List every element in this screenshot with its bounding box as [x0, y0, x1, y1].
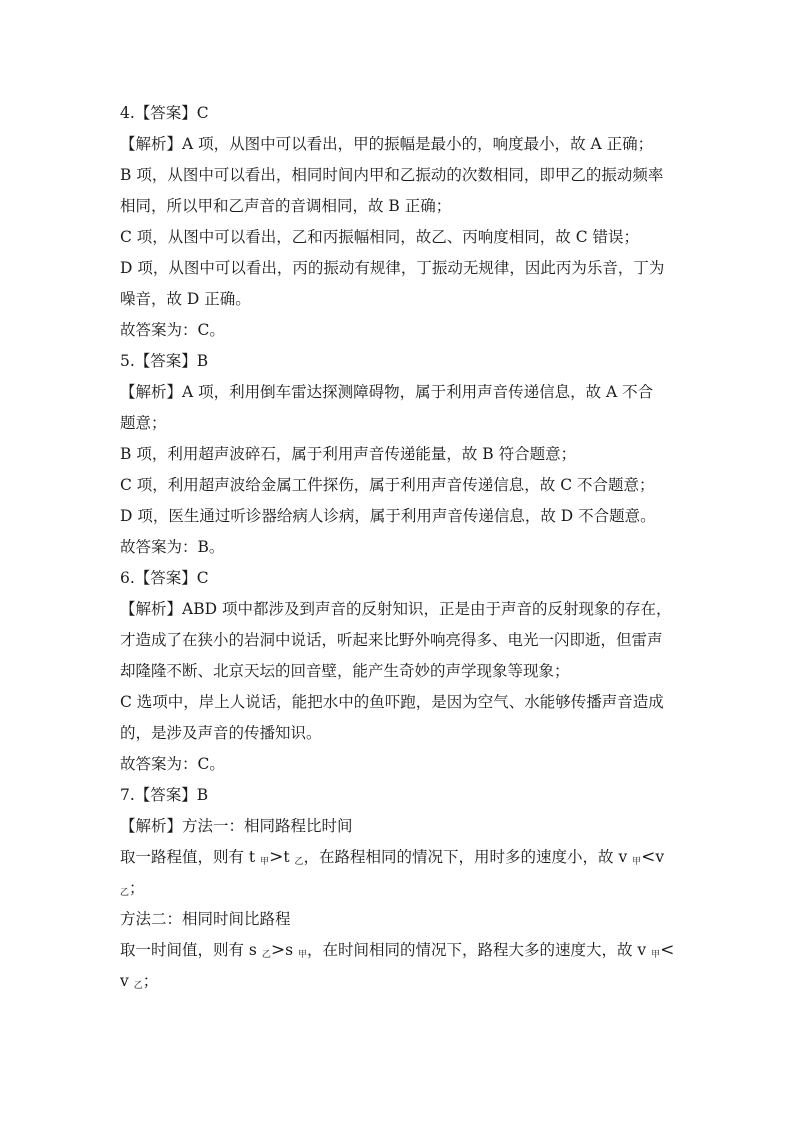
formula-text: 取一时间值，则有 s: [120, 941, 262, 959]
text-line: 【解析】ABD 项中都涉及到声音的反射知识，正是由于声音的反射现象的存在，: [120, 600, 672, 618]
formula-line-time-wrap: [120, 873, 680, 904]
text-line: D 项，从图中可以看出，丙的振动有规律，丁振动无规律，因此丙为乐音，丁为: [120, 259, 665, 277]
subscript: 乙: [133, 981, 143, 991]
formula-text: v: [120, 972, 134, 990]
text-line: C 选项中，岸上人说话，能把水中的鱼吓跑，是因为空气、水能够传播声音造成: [120, 693, 664, 711]
subscript: 乙: [120, 888, 130, 898]
text-line: 噪音，故 D 正确。: [120, 290, 251, 308]
formula-line-distance: [120, 935, 680, 966]
subscript: 甲: [651, 950, 661, 960]
text-line: 7.【答案】B: [120, 786, 209, 804]
formula-line-distance-wrap: [120, 966, 680, 997]
text-line: B 项，从图中可以看出，相同时间内甲和乙振动的次数相同，即甲乙的振动频率: [120, 166, 664, 184]
text-line: C 项，从图中可以看出，乙和丙振幅相同，故乙、丙响度相同，故 C 错误；: [120, 228, 640, 246]
formula-line-time: [120, 842, 680, 873]
text-line: 【解析】方法一：相同路程比时间: [120, 817, 353, 835]
formula-text: v: [655, 848, 665, 866]
text-line: 4.【答案】C: [120, 104, 209, 122]
formula-text: ，在时间相同的情况下，路程大多的速度大，故 v: [306, 941, 652, 959]
formula-text: ；: [129, 879, 145, 897]
text-line: 【解析】A 项，从图中可以看出，甲的振幅是最小的，响度最小，故 A 正确；: [120, 135, 654, 153]
text-line: 方法二：相同时间比路程: [120, 910, 291, 928]
subscript: 甲: [632, 857, 642, 867]
text-line: B 项，利用超声波碎石，属于利用声音传递能量，故 B 符合题意；: [120, 445, 577, 463]
text-line: 6.【答案】C: [120, 569, 209, 587]
text-line: 却隆隆不断、北京天坛的回音壁，能产生奇妙的声学现象等现象；: [120, 662, 570, 680]
answer-document: [120, 98, 680, 997]
text-line: 故答案为：C。: [120, 755, 225, 773]
text-line: D 项，医生通过听诊器给病人诊病，属于利用声音传递信息，故 D 不合题意。: [120, 507, 656, 525]
less-than-sign: <: [660, 940, 675, 960]
formula-text: s: [285, 941, 298, 959]
text-line: 【解析】A 项，利用倒车雷达探测障碍物，属于利用声音传递信息，故 A 不合: [120, 383, 654, 401]
formula-text: ；: [142, 972, 159, 990]
text-line: 相同，所以甲和乙声音的音调相同，故 B 正确；: [120, 197, 452, 215]
text-line: 故答案为：C。: [120, 321, 225, 339]
formula-text: ，在路程相同的情况下，用时多的速度小，故 v: [303, 848, 633, 866]
text-line: 故答案为：B。: [120, 538, 225, 556]
text-line: 5.【答案】B: [120, 352, 209, 370]
text-line: 的，是涉及声音的传播知识。: [120, 724, 322, 742]
subscript: 甲: [297, 950, 307, 960]
subscript: 乙: [294, 857, 304, 867]
text-line: C 项，利用超声波给金属工件探伤，属于利用声音传递信息，故 C 不合题意；: [120, 476, 655, 494]
greater-than-sign: >: [270, 940, 286, 960]
less-than-sign: <: [641, 847, 656, 867]
formula-text: t: [283, 848, 295, 866]
subscript: 甲: [260, 857, 270, 867]
formula-text: 取一路程值，则有 t: [120, 848, 261, 866]
text-line: 题意；: [120, 414, 167, 432]
text-line: 才造成了在狭小的岩洞中说话，听起来比野外响亮得多、电光一闪即逝，但雷声: [120, 631, 663, 649]
greater-than-sign: >: [269, 847, 284, 867]
subscript: 乙: [261, 950, 271, 960]
